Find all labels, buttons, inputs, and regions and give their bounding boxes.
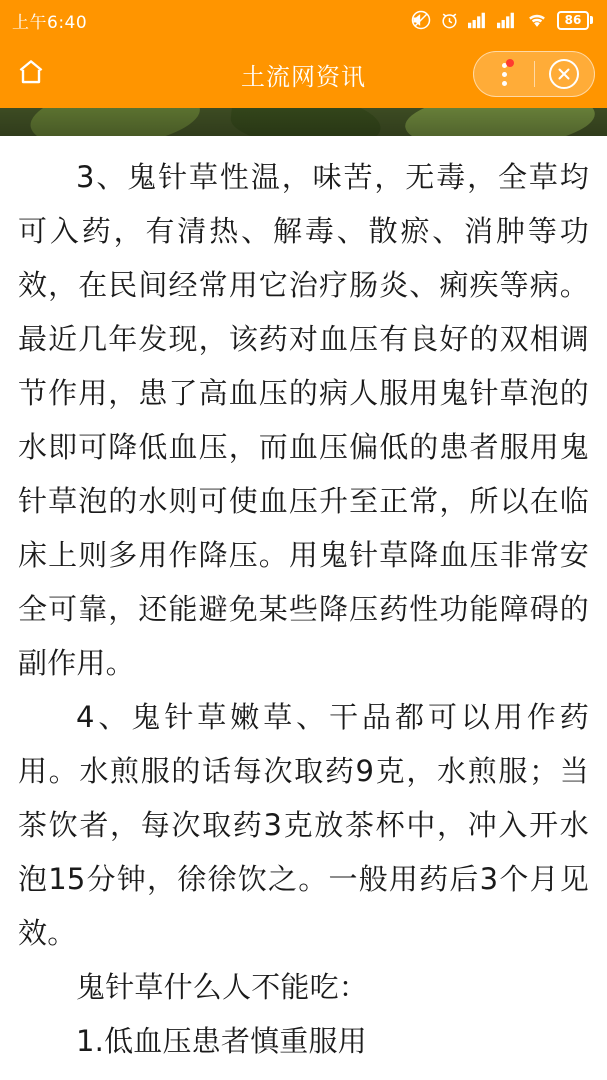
home-icon [16,57,46,91]
signal-one-icon [468,11,488,29]
article-paragraph: 4、鬼针草嫩草、干品都可以用作药用。水煎服的话每次取药9克，水煎服；当茶饮者，每次取药3克放茶杯中，冲入开水泡15分钟，徐徐饮之。一般用药后3个月见效。 [18,700,589,950]
alarm-icon [440,11,459,30]
status-icons [411,10,593,30]
status-bar [0,0,607,40]
nav-capsule [473,51,595,97]
menu-button[interactable] [474,52,534,96]
title-bar [0,40,607,108]
notification-dot [506,59,514,67]
article-image [0,108,607,136]
battery-icon [557,11,593,30]
article-content[interactable] [0,136,607,1080]
close-icon [549,59,579,89]
signal-two-icon [497,11,517,29]
wifi-icon [526,11,548,29]
home-button[interactable] [0,40,62,108]
article-paragraph: 1.低血压患者慎重服用 [76,1024,367,1058]
status-time: 上午6:40 [12,12,88,33]
kebab-menu-icon [501,61,507,87]
close-button[interactable] [534,52,594,96]
article-paragraph: 3、鬼针草性温，味苦，无毒，全草均可入药，有清热、解毒、散瘀、消肿等功效，在民间经常用它治疗肠炎、痢疾等病。最近几年发现，该药对血压有良好的双相调节作用，患了高血压的病人服用鬼针草泡的水即可降低血压，而血压偏低的患者服用鬼针草泡的水则可使血压升至正常，所以在临床上则多用作降压。用鬼针草降血压非常安全可靠，还能避免某些降压药性功能障碍的副作用。 [18,160,589,680]
battery-level: 86 [557,11,589,30]
article-paragraph: 鬼针草什么人不能吃： [76,970,369,1004]
page-title: 土流网资讯 [241,62,366,91]
mute-icon [411,10,431,30]
